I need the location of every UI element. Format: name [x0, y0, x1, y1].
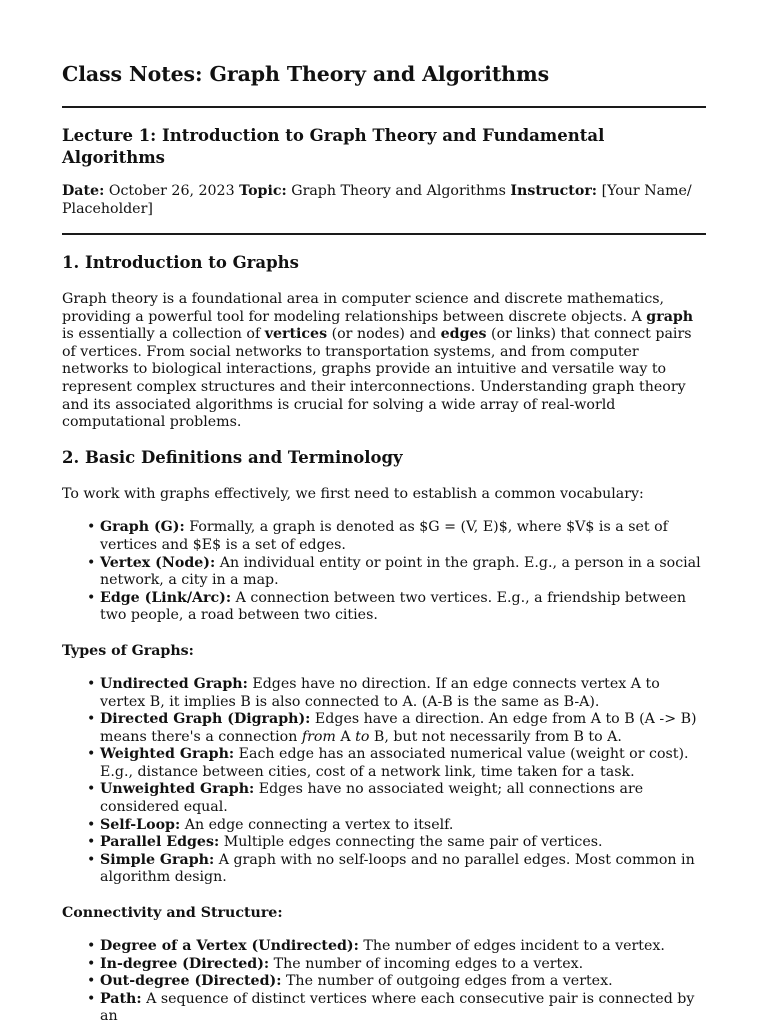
- list-item: [100, 590, 706, 625]
- connectivity-term: In-degree (Directed):: [100, 955, 270, 972]
- type-text: A: [335, 728, 356, 745]
- list-item: [100, 991, 706, 1024]
- connectivity-term: Degree of a Vertex (Undirected):: [100, 938, 359, 955]
- term-graph: graph: [646, 308, 694, 325]
- definition-text: An individual entity or point in the graph. E.g., a person in a social network, a city in a map.: [100, 554, 701, 589]
- type-text: Each edge has an associated numerical value (weight or cost). E.g., distance between cities, cost of a network link, time taken for a task.: [100, 746, 689, 780]
- list-item: [100, 973, 706, 991]
- list-item: [100, 555, 706, 590]
- type-text: Edges have no associated weight; all connections are considered equal.: [100, 781, 644, 816]
- definition-term: Graph (G):: [100, 519, 185, 536]
- graph-types-list: [62, 676, 706, 887]
- definition-text: Formally, a graph is denoted as $G = (V, E)$, where $V$ is a set of vertices and $E$ is a set of edges.: [100, 519, 668, 553]
- type-term: Undirected Graph:: [100, 675, 248, 692]
- instructor-value: [Your Name/ Placeholder]: [62, 183, 692, 217]
- section-2-intro: To work with graphs effectively, we first need to establish a common vocabulary:: [62, 485, 644, 502]
- title-divider: [62, 106, 706, 108]
- list-item: [100, 852, 706, 887]
- connectivity-text: The number of incoming edges to a vertex.: [269, 955, 584, 972]
- emphasis-to: to: [355, 728, 370, 745]
- connectivity-text: A sequence of distinct vertices where each consecutive pair is connected by an: [100, 990, 695, 1024]
- connectivity-heading: Connectivity and Structure:: [62, 905, 283, 922]
- topic-value: Graph Theory and Algorithms: [291, 183, 506, 199]
- type-text: A graph with no self-loops and no parallel edges. Most common in algorithm design.: [100, 851, 695, 886]
- type-term: Unweighted Graph:: [100, 781, 255, 798]
- date-label: Date:: [62, 183, 105, 199]
- lecture-title: Lecture 1: Introduction to Graph Theory and Fundamental Algorithms: [62, 126, 605, 167]
- list-item: [100, 676, 706, 711]
- type-term: Self-Loop:: [100, 816, 181, 833]
- section-1-text-d: (or links) that connect pairs of vertices. From social networks to transportation systems, and from computer networks to biological interactions, graphs provide an intuitive and versatile way to represent complex structures and their interconnections. Understanding graph theory and its associated algorithms is crucial for solving a wide array of real-world computational problems.: [62, 326, 692, 431]
- type-term: Parallel Edges:: [100, 834, 220, 851]
- section-1-heading: 1. Introduction to Graphs: [62, 253, 299, 272]
- type-text: Multiple edges connecting the same pair of vertices.: [219, 834, 603, 851]
- types-heading: Types of Graphs:: [62, 642, 194, 659]
- type-term: Simple Graph:: [100, 851, 215, 868]
- definition-text: A connection between two vertices. E.g., a friendship between two people, a road between two cities.: [100, 589, 687, 624]
- list-item: [100, 938, 706, 956]
- definition-term: Edge (Link/Arc):: [100, 589, 232, 606]
- type-text: B, but not necessarily from B to A.: [369, 728, 622, 745]
- document-title: Class Notes: Graph Theory and Algorithms: [62, 62, 550, 86]
- list-item: [100, 834, 706, 852]
- list-item: [100, 817, 706, 835]
- section-2-heading: 2. Basic Definitions and Terminology: [62, 447, 403, 467]
- type-text: Edges have a direction. An edge from A to B (A -> B) means there's a connection: [100, 711, 697, 745]
- list-item: [100, 956, 706, 974]
- connectivity-text: The number of outgoing edges from a vertex.: [281, 973, 613, 990]
- type-term: Weighted Graph:: [100, 746, 235, 763]
- section-1-text-b: is essentially a collection of: [62, 326, 265, 343]
- list-item: [100, 781, 706, 816]
- term-edges: edges: [440, 326, 487, 343]
- instructor-label: Instructor:: [510, 183, 598, 199]
- emphasis-from: from: [301, 728, 336, 745]
- type-term: Directed Graph (Digraph):: [100, 711, 311, 728]
- definitions-list: [62, 519, 706, 625]
- term-vertices: vertices: [264, 326, 328, 343]
- connectivity-term: Path:: [100, 990, 142, 1007]
- topic-label: Topic:: [239, 183, 287, 199]
- section-1-text-a: Graph theory is a foundational area in computer science and discrete mathematics, providing a powerful tool for modeling relationships between discrete objects. A: [62, 291, 665, 325]
- lecture-meta: [62, 183, 706, 218]
- connectivity-list: [62, 938, 706, 1024]
- date-value: October 26, 2023: [108, 183, 235, 199]
- type-text: An edge connecting a vertex to itself.: [180, 816, 454, 833]
- type-text: Edges have no direction. If an edge connects vertex A to vertex B, it implies B is also connected to A. (A-B is the same as B-A).: [100, 675, 660, 710]
- list-item: [100, 746, 706, 781]
- list-item: [100, 519, 706, 554]
- section-1-paragraph: [62, 291, 706, 432]
- definition-term: Vertex (Node):: [100, 554, 216, 571]
- list-item: [100, 711, 706, 746]
- section-1-text-c: (or nodes) and: [327, 326, 441, 343]
- connectivity-text: The number of edges incident to a vertex.: [358, 938, 665, 955]
- connectivity-term: Out-degree (Directed):: [100, 973, 282, 990]
- meta-divider: [62, 233, 706, 235]
